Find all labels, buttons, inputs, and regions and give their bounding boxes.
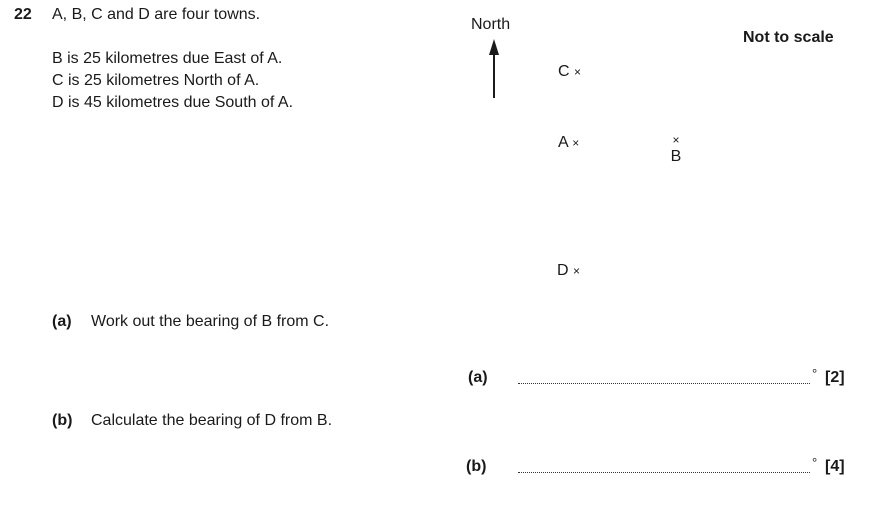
town-c-cross-icon: × — [574, 65, 582, 79]
answer-b-marks: [4] — [825, 458, 845, 475]
question-intro: A, B, C and D are four towns. — [52, 6, 261, 23]
fact-b-east: B is 25 kilometres due East of A. — [52, 50, 283, 67]
answer-a-line[interactable] — [518, 383, 810, 384]
town-d-cross-icon: × — [573, 264, 581, 278]
north-arrow-icon — [486, 38, 502, 100]
part-b-question: Calculate the bearing of D from B. — [91, 412, 333, 429]
answer-a-degree: ° — [812, 366, 818, 381]
answer-b-label: (b) — [466, 458, 487, 475]
answer-a-marks: [2] — [825, 369, 845, 386]
fact-c-north: C is 25 kilometres North of A. — [52, 72, 260, 89]
answer-b-line[interactable] — [518, 472, 810, 473]
town-b-cross-icon: × — [672, 133, 680, 147]
town-a-label: A — [558, 134, 568, 151]
town-d-label: D — [557, 262, 569, 279]
part-a-question: Work out the bearing of B from C. — [91, 313, 330, 330]
town-c-label: C — [558, 63, 570, 80]
part-a-label: (a) — [52, 313, 72, 330]
north-label: North — [471, 16, 511, 33]
town-b-label: B — [670, 148, 682, 165]
fact-d-south: D is 45 kilometres due South of A. — [52, 94, 294, 111]
town-a-cross-icon: × — [572, 136, 580, 150]
answer-b-degree: ° — [812, 455, 818, 470]
town-a-marker — [558, 134, 579, 152]
answer-a-label: (a) — [468, 369, 488, 386]
question-number: 22 — [14, 6, 32, 23]
town-d-marker — [557, 262, 580, 280]
town-c-marker — [558, 63, 581, 81]
town-b-marker — [668, 133, 684, 167]
part-b-label: (b) — [52, 412, 73, 429]
not-to-scale-note: Not to scale — [743, 29, 834, 46]
